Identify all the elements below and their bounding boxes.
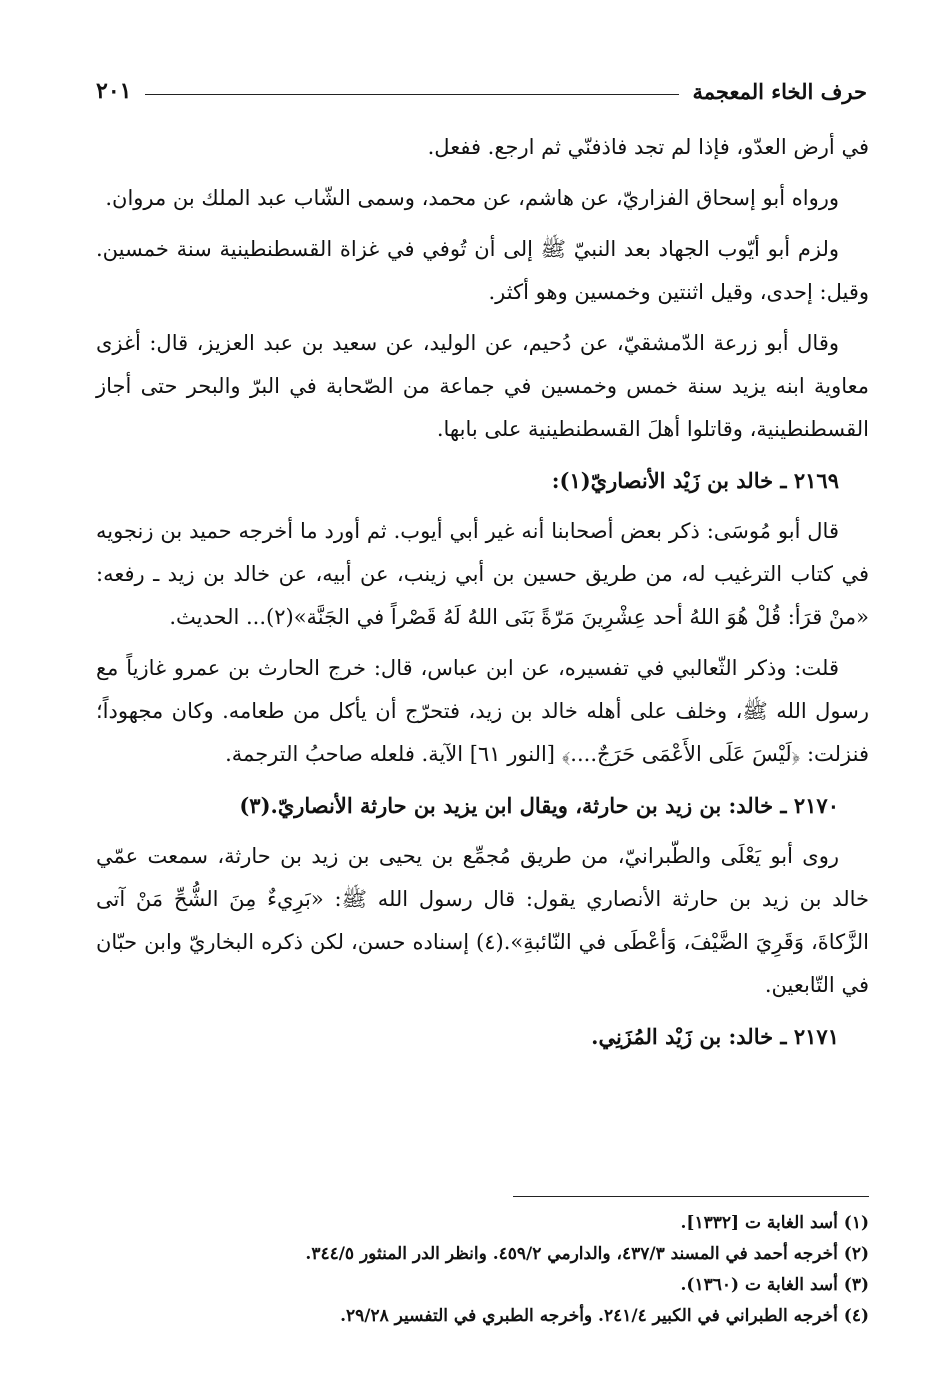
footnotes (96, 1208, 869, 1332)
paragraph: ورواه أبو إسحاق الفزاريّ، عن هاشم، عن محمد، وسمى الشّاب عبد الملك بن مروان. (105, 186, 839, 210)
footnote-divider (513, 1196, 869, 1197)
paragraph: قلت: وذكر الثّعالبي في تفسيره، عن ابن عباس، قال: خرج الحارث بن عمرو غازياً مع رسول الله ﷺ، وخلف على أهله خالد بن زيد، فتحرّج أن يأكل من طعامه. وكان مجهوداً؛ فنزلت: ﴿لَيْسَ عَلَى الأَعْمَى حَرَجٌ....﴾ [النور ٦١] الآية. فلعله صاحبُ الترجمة. (96, 656, 869, 766)
paragraph: روى أبو يَعْلَى والطّبرانيّ، من طريق مُجمِّع بن يحيى بن زيد بن حارثة، سمعت عمّي خالد بن زيد بن حارثة الأنصاري يقول: قال رسول الله ﷺ: «بَرِيءٌ مِنَ الشُّحِّ مَنْ آتى الزَّكاةَ، وَقَرِيَ الضَّيْفَ، وَأعْطَى في النّائبةِ».(٤) إسناده حسن، لكن ذكره البخاريّ وابن حبّان في التّابعين. (96, 844, 869, 997)
footnote: (٢) أخرجه أحمد في المسند ٤٣٧/٣، والدارمي ٤٥٩/٢. وانظر الدر المنثور ٣٤٤/٥. (305, 1244, 869, 1264)
paragraph: في أرض العدّو، فإذا لم تجد فاذفنّي ثم ارجع. ففعل. (427, 135, 869, 159)
paragraph: وقال أبو زرعة الدّمشقيّ، عن دُحيم، عن الوليد، عن سعيد بن عبد العزيز، قال: أغزى معاوية ابنه يزيد سنة خمس وخمسين في جماعة من الصّحابة في البرّ والبحر حتى أجاز القسطنطينية، وقاتلوا أهلَ القسطنطينية على بابها. (96, 331, 869, 441)
running-header (96, 74, 867, 108)
page-number: ٢٠١ (96, 78, 132, 104)
entry-heading-2169: ٢١٦٩ ـ خالد بن زَيْد الأنصاريّ(١): (551, 468, 839, 493)
paragraph: قال أبو مُوسَى: ذكر بعض أصحابنا أنه غير أبي أيوب. ثم أورد ما أخرجه حميد بن زنجويه في كتاب الترغيب له، من طريق حسين بن أبي زينب، عن أبيه، عن خالد بن زيد ـ رفعه: «منْ قرَأ: قُلْ هُوَ اللهُ أحد عِشْرِينَ مَرّةً بَنَى اللهُ لَهُ قَصْراً في الجَنَّة»(٢)... الحديث. (96, 519, 869, 629)
footnote: (٤) أخرجه الطبراني في الكبير ٢٤١/٤. وأخرجه الطبري في التفسير ٢٩/٢٨. (340, 1306, 869, 1326)
header-rule (145, 94, 678, 95)
entry-heading-2171: ٢١٧١ ـ خالد: بن زَيْد المُزَنِي. (591, 1024, 839, 1049)
footnote: (٣) أسد الغابة ت (١٣٦٠). (680, 1275, 869, 1295)
main-text (96, 126, 869, 1066)
entry-heading-2170: ٢١٧٠ ـ خالد: بن زيد بن حارثة، ويقال ابن يزيد بن حارثة الأنصاريّ.(٣) (239, 793, 839, 818)
chapter-title: حرف الخاء المعجمة (692, 78, 867, 104)
footnote: (١) أسد الغابة ت [١٣٣٢]. (680, 1213, 869, 1233)
paragraph: ولزم أبو أيّوب الجهاد بعد النبيّ ﷺ إلى أن تُوفي في غزاة القسطنطينية سنة خمسين. وقيل: إحدى، وقيل اثنتين وخمسين وهو أكثر. (96, 237, 869, 304)
